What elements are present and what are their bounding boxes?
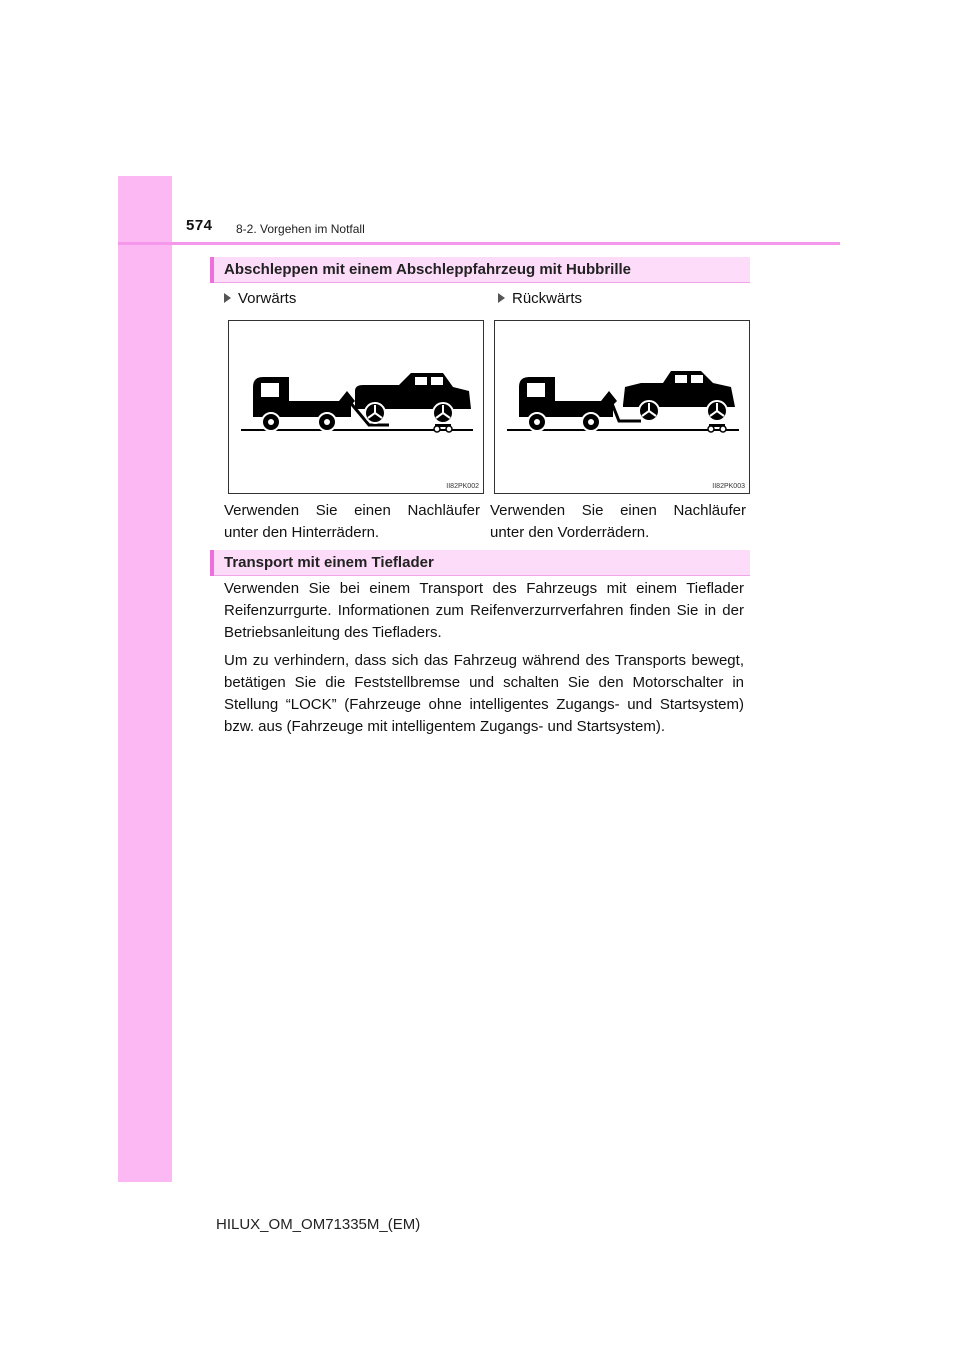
page-number: 574 (186, 217, 213, 234)
reverse-label-text: Rückwärts (512, 290, 583, 307)
section-heading-flatbed (210, 550, 750, 576)
section-heading-wheel-lift (210, 257, 750, 283)
tow-truck-reverse-illustration (495, 321, 749, 493)
forward-label (224, 290, 296, 307)
figure-code: II82PK003 (712, 483, 745, 490)
reverse-label (498, 290, 582, 307)
section-heading-bar (210, 257, 214, 283)
section-heading-bar (210, 550, 214, 576)
paragraph-parking-brake: Um zu verhindern, dass sich das Fahrzeug während des Transports bewegt, betätigen Sie die Feststellbremse und schalten Sie den Motorschalter in Stellung “LOCK” (Fahrzeuge ohne intelligentes Zugangs- und Startsystem) bzw. aus (Fahrzeuge mit intelligentem Zugangs- und Startsystem). (224, 652, 744, 735)
figure-reverse-towing (494, 320, 750, 494)
triangle-bullet-icon (224, 293, 231, 303)
section-heading-text: Abschleppen mit einem Abschleppfahrzeug mit Hubbrille (224, 261, 631, 278)
triangle-bullet-icon (498, 293, 505, 303)
reverse-caption: Verwenden Sie einen Nachläufer unter den Vorderrädern. (490, 502, 746, 541)
footer-doc-code: HILUX_OM_OM71335M_(EM) (216, 1216, 421, 1233)
chapter-title: 8-2. Vorgehen im Notfall (236, 222, 365, 236)
figure-forward-towing (228, 320, 484, 494)
paragraph-tie-downs: Verwenden Sie bei einem Transport des Fahrzeugs mit einem Tieflader Reifenzurrgurte. Informationen zum Reifenverzurrverfahren finden Sie in der Betriebsanleitung des Tiefladers. (224, 580, 744, 641)
tow-truck-forward-illustration (229, 321, 483, 493)
side-tab-band (118, 176, 172, 1182)
header-rule (118, 242, 840, 245)
forward-label-text: Vorwärts (238, 290, 297, 307)
forward-caption: Verwenden Sie einen Nachläufer unter den Hinterrädern. (224, 502, 480, 541)
section-heading-text: Transport mit einem Tieflader (224, 554, 434, 571)
figure-code: II82PK002 (446, 483, 479, 490)
